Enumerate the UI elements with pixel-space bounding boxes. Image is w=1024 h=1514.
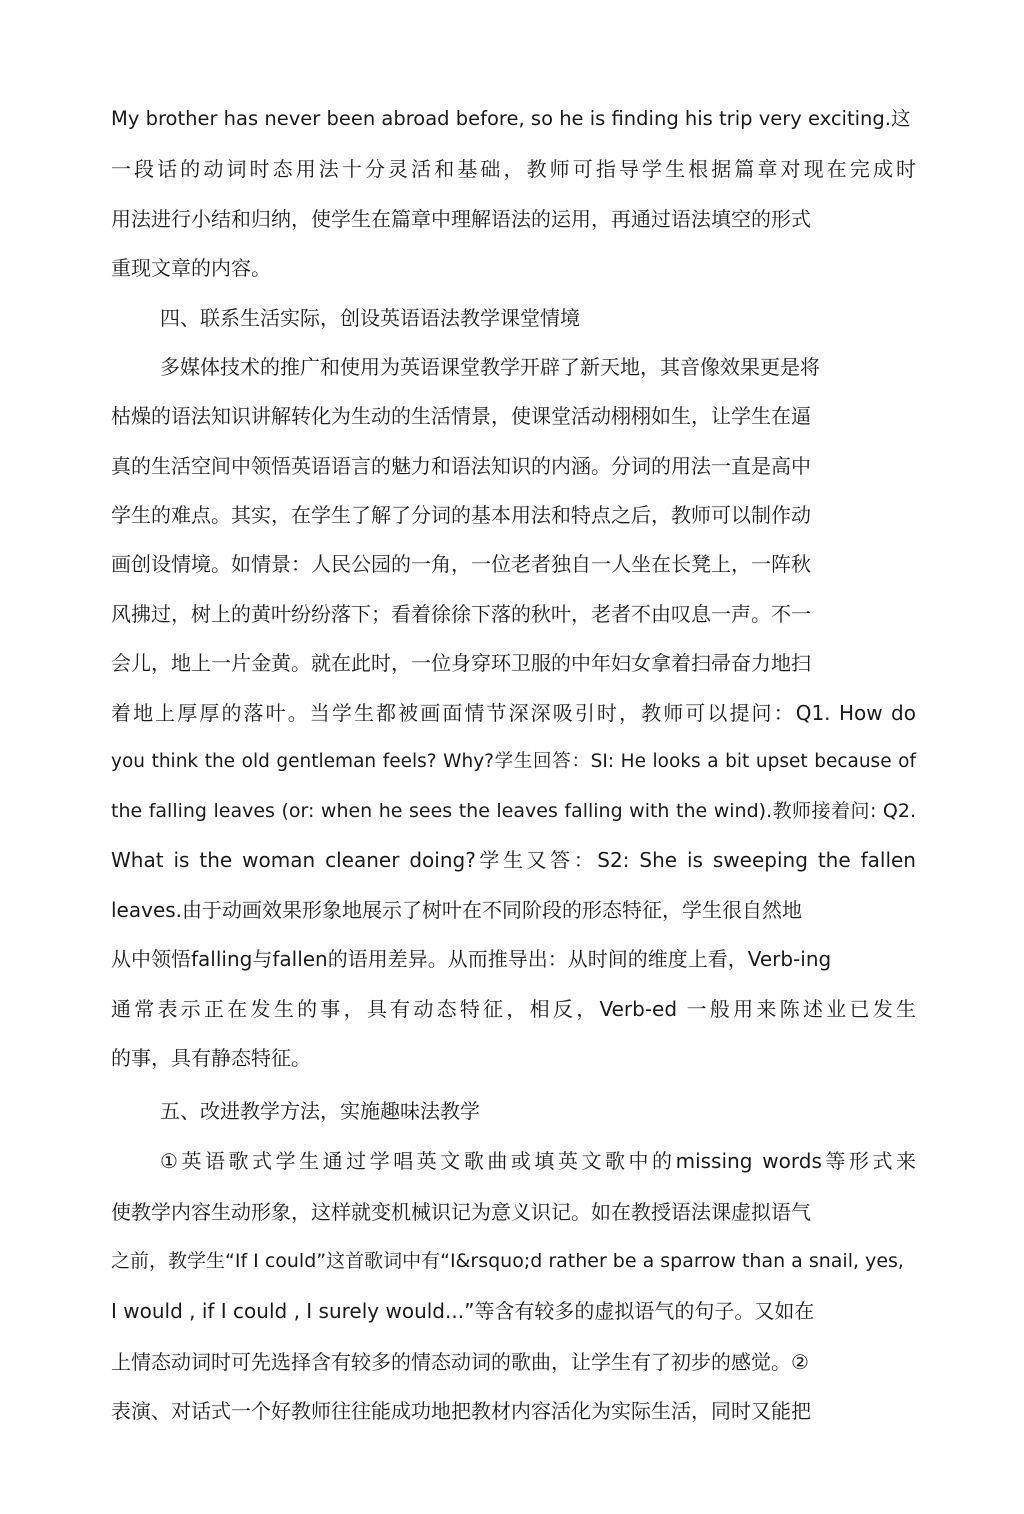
text-line: My brother has never been abroad before, so he is finding his trip very exciting.这 <box>111 107 911 130</box>
text-line: 会儿，地上一片金黄。就在此时，一位身穿环卫服的中年妇女拿着扫帚奋力地扫 <box>111 651 811 675</box>
text-line: ①英语歌式学生通过学唱英文歌曲或填英文歌中的missing words等形式来 <box>160 1149 916 1173</box>
text-line: 重现文章的内容。 <box>111 256 271 280</box>
text-line: 真的生活空间中领悟英语语言的魅力和语法知识的内涵。分词的用法一直是高中 <box>111 454 811 478</box>
text-line: the falling leaves (or: when he sees the leaves falling with the wind).教师接着问: Q2. <box>111 800 916 822</box>
text-line: 着地上厚厚的落叶。当学生都被画面情节深深吸引时，教师可以提问：Q1. How do <box>111 701 916 725</box>
text-line: 的事，具有静态特征。 <box>111 1046 311 1070</box>
text-line: 多媒体技术的推广和使用为英语课堂教学开辟了新天地，其音像效果更是将 <box>160 355 820 379</box>
text-line: 用法进行小结和归纳，使学生在篇章中理解语法的运用，再通过语法填空的形式 <box>111 207 811 231</box>
text-line: you think the old gentleman feels? Why?学生回答：SI: He looks a bit upset because of <box>111 751 916 772</box>
text-line: leaves.由于动画效果形象地展示了树叶在不同阶段的形态特征，学生很自然地 <box>111 898 803 922</box>
section-heading: 四、联系生活实际，创设英语语法教学课堂情境 <box>160 306 580 330</box>
text-line: I would , if I could , I surely would...”等含有较多的虚拟语气的句子。又如在 <box>111 1299 815 1323</box>
text-line: 通常表示正在发生的事，具有动态特征，相反，Verb-ed 一般用来陈述业已发生 <box>111 997 916 1021</box>
text-line: 表演、对话式一个好教师往往能成功地把教材内容活化为实际生活，同时又能把 <box>111 1399 811 1423</box>
text-line: 风拂过，树上的黄叶纷纷落下；看着徐徐下落的秋叶，老者不由叹息一声。不一 <box>111 602 811 626</box>
text-line: 上情态动词时可先选择含有较多的情态动词的歌曲，让学生有了初步的感觉。② <box>111 1350 809 1374</box>
text-line: 使教学内容生动形象，这样就变机械识记为意义识记。如在教授语法课虚拟语气 <box>111 1200 811 1224</box>
text-line: 一段话的动词时态用法十分灵活和基础，教师可指导学生根据篇章对现在完成时 <box>111 157 916 181</box>
section-heading: 五、改进教学方法，实施趣味法教学 <box>160 1099 480 1123</box>
text-line: What is the woman cleaner doing?学生又答：S2: She is sweeping the fallen <box>111 848 916 872</box>
text-line: 枯燥的语法知识讲解转化为生动的生活情景，使课堂活动栩栩如生，让学生在逼 <box>111 404 811 428</box>
text-line: 画创设情境。如情景：人民公园的一角，一位老者独自一人坐在长凳上，一阵秋 <box>111 552 811 576</box>
text-line: 学生的难点。其实，在学生了解了分词的基本用法和特点之后，教师可以制作动 <box>111 503 811 527</box>
text-line: 之前，教学生“If I could”这首歌词中有“I&rsquo;d rather be a sparrow than a snail, yes, <box>111 1250 904 1272</box>
text-line: 从中领悟falling与fallen的语用差异。从而推导出：从时间的维度上看，Verb-ing <box>111 947 832 971</box>
